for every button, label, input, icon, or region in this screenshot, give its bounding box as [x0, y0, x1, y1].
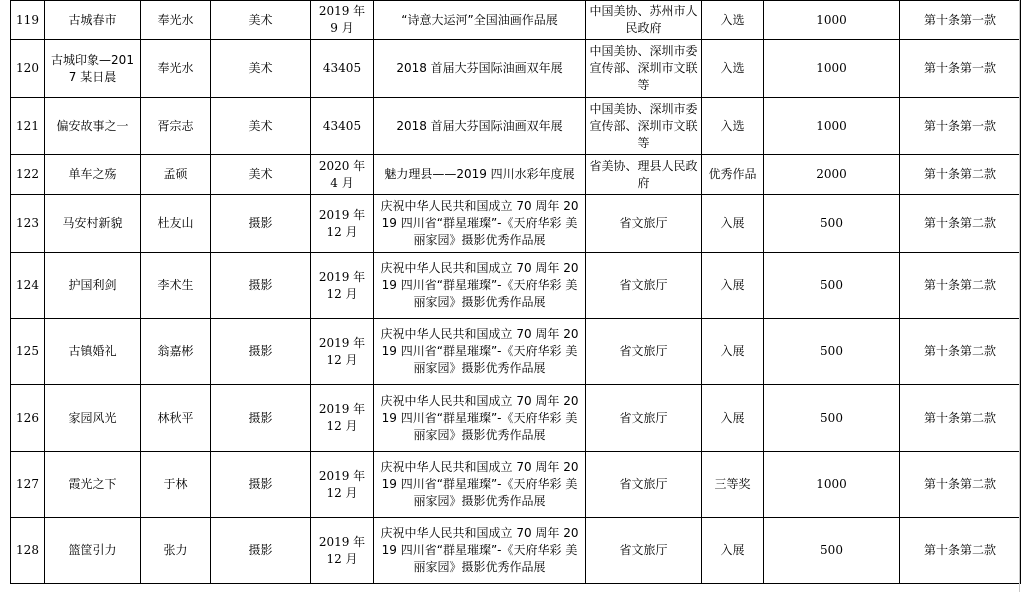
cell-date: 2019 年 12 月	[311, 452, 374, 518]
cell-organizer: 中国美协、苏州市人民政府	[586, 1, 702, 40]
cell-author: 张力	[141, 518, 211, 584]
cell-date: 2019 年 12 月	[311, 319, 374, 385]
cell-award: 入展	[702, 319, 764, 385]
table-row	[11, 98, 1021, 155]
cell-clause: 第十条第二款	[900, 385, 1021, 452]
cell-no: 119	[11, 1, 45, 40]
cell-title: 古城春市	[45, 1, 141, 40]
cell-author: 孟硕	[141, 155, 211, 195]
cell-amount: 2000	[764, 155, 900, 195]
cell-exhibition: 庆祝中华人民共和国成立 70 周年 2019 四川省“群星璀璨”-《天府华彩 美丽家园》摄影优秀作品展	[374, 385, 586, 452]
table-row	[11, 195, 1021, 253]
cell-award: 三等奖	[702, 452, 764, 518]
page-edge-divider	[1019, 0, 1020, 592]
cell-date: 2019 年 12 月	[311, 385, 374, 452]
cell-award: 优秀作品	[702, 155, 764, 195]
cell-no: 123	[11, 195, 45, 253]
cell-organizer: 省文旅厅	[586, 195, 702, 253]
cell-title: 家园风光	[45, 385, 141, 452]
cell-award: 入展	[702, 195, 764, 253]
cell-exhibition: 魅力理县——2019 四川水彩年度展	[374, 155, 586, 195]
cell-clause: 第十条第二款	[900, 195, 1021, 253]
table-row	[11, 518, 1021, 584]
cell-date: 2019 年 9 月	[311, 1, 374, 40]
cell-organizer: 省文旅厅	[586, 385, 702, 452]
cell-exhibition: 庆祝中华人民共和国成立 70 周年 2019 四川省“群星璀璨”-《天府华彩 美丽家园》摄影优秀作品展	[374, 452, 586, 518]
cell-exhibition: 2018 首届大芬国际油画双年展	[374, 98, 586, 155]
cell-title: 古城印象—2017 某日晨	[45, 40, 141, 98]
cell-category: 摄影	[211, 452, 311, 518]
cell-amount: 500	[764, 253, 900, 319]
cell-award: 入展	[702, 253, 764, 319]
awards-table	[10, 0, 1021, 584]
cell-title: 护国利剑	[45, 253, 141, 319]
cell-clause: 第十条第一款	[900, 1, 1021, 40]
cell-author: 于林	[141, 452, 211, 518]
cell-title: 偏安故事之一	[45, 98, 141, 155]
cell-no: 128	[11, 518, 45, 584]
cell-clause: 第十条第二款	[900, 452, 1021, 518]
cell-category: 摄影	[211, 385, 311, 452]
cell-clause: 第十条第二款	[900, 518, 1021, 584]
table-row	[11, 40, 1021, 98]
cell-award: 入展	[702, 385, 764, 452]
cell-author: 奉光水	[141, 40, 211, 98]
cell-organizer: 省美协、理县人民政府	[586, 155, 702, 195]
table-row	[11, 385, 1021, 452]
cell-clause: 第十条第二款	[900, 319, 1021, 385]
cell-no: 122	[11, 155, 45, 195]
cell-organizer: 省文旅厅	[586, 253, 702, 319]
table-row	[11, 253, 1021, 319]
cell-organizer: 省文旅厅	[586, 518, 702, 584]
cell-organizer: 省文旅厅	[586, 452, 702, 518]
cell-category: 美术	[211, 1, 311, 40]
cell-clause: 第十条第一款	[900, 40, 1021, 98]
cell-no: 120	[11, 40, 45, 98]
cell-date: 2019 年 12 月	[311, 195, 374, 253]
cell-author: 奉光水	[141, 1, 211, 40]
cell-organizer: 中国美协、深圳市委宣传部、深圳市文联等	[586, 40, 702, 98]
cell-category: 摄影	[211, 518, 311, 584]
cell-date: 43405	[311, 98, 374, 155]
cell-award: 入选	[702, 98, 764, 155]
cell-no: 125	[11, 319, 45, 385]
cell-date: 2019 年 12 月	[311, 253, 374, 319]
cell-clause: 第十条第一款	[900, 98, 1021, 155]
cell-title: 古镇婚礼	[45, 319, 141, 385]
cell-exhibition: 庆祝中华人民共和国成立 70 周年 2019 四川省“群星璀璨”-《天府华彩 美丽家园》摄影优秀作品展	[374, 518, 586, 584]
cell-category: 美术	[211, 155, 311, 195]
cell-no: 124	[11, 253, 45, 319]
cell-amount: 1000	[764, 452, 900, 518]
cell-exhibition: 庆祝中华人民共和国成立 70 周年 2019 四川省“群星璀璨”-《天府华彩 美丽家园》摄影优秀作品展	[374, 253, 586, 319]
cell-author: 林秋平	[141, 385, 211, 452]
cell-author: 胥宗志	[141, 98, 211, 155]
cell-category: 美术	[211, 98, 311, 155]
cell-organizer: 中国美协、深圳市委宣传部、深圳市文联等	[586, 98, 702, 155]
table-row	[11, 155, 1021, 195]
cell-award: 入选	[702, 1, 764, 40]
cell-title: 篮筐引力	[45, 518, 141, 584]
table-row	[11, 1, 1021, 40]
table-row	[11, 319, 1021, 385]
cell-title: 马安村新貌	[45, 195, 141, 253]
cell-amount: 1000	[764, 40, 900, 98]
cell-exhibition: 庆祝中华人民共和国成立 70 周年 2019 四川省“群星璀璨”-《天府华彩 美丽家园》摄影优秀作品展	[374, 319, 586, 385]
cell-title: 单车之殇	[45, 155, 141, 195]
cell-exhibition: “诗意大运河”全国油画作品展	[374, 1, 586, 40]
cell-author: 李术生	[141, 253, 211, 319]
cell-author: 翁嘉彬	[141, 319, 211, 385]
cell-award: 入展	[702, 518, 764, 584]
cell-clause: 第十条第二款	[900, 253, 1021, 319]
cell-exhibition: 庆祝中华人民共和国成立 70 周年 2019 四川省“群星璀璨”-《天府华彩 美丽家园》摄影优秀作品展	[374, 195, 586, 253]
cell-date: 2019 年 12 月	[311, 518, 374, 584]
cell-date: 43405	[311, 40, 374, 98]
cell-amount: 500	[764, 385, 900, 452]
table-row	[11, 452, 1021, 518]
cell-no: 121	[11, 98, 45, 155]
cell-title: 霞光之下	[45, 452, 141, 518]
cell-category: 摄影	[211, 195, 311, 253]
cell-no: 126	[11, 385, 45, 452]
cell-date: 2020 年 4 月	[311, 155, 374, 195]
cell-category: 美术	[211, 40, 311, 98]
cell-category: 摄影	[211, 253, 311, 319]
cell-amount: 1000	[764, 1, 900, 40]
cell-no: 127	[11, 452, 45, 518]
cell-award: 入选	[702, 40, 764, 98]
cell-exhibition: 2018 首届大芬国际油画双年展	[374, 40, 586, 98]
cell-amount: 1000	[764, 98, 900, 155]
cell-amount: 500	[764, 319, 900, 385]
cell-author: 杜友山	[141, 195, 211, 253]
cell-category: 摄影	[211, 319, 311, 385]
cell-clause: 第十条第二款	[900, 155, 1021, 195]
cell-amount: 500	[764, 195, 900, 253]
cell-amount: 500	[764, 518, 900, 584]
cell-organizer: 省文旅厅	[586, 319, 702, 385]
